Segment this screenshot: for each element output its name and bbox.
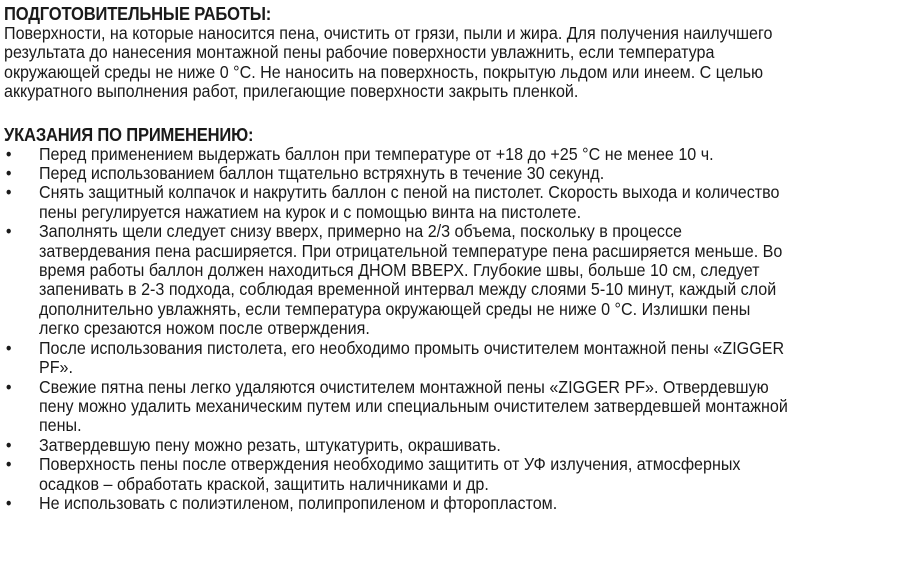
prep-line: результата до нанесения монтажной пены рабочие поверхности увлажнить, если температура bbox=[4, 42, 715, 63]
list-item-line: Затвердевшую пену можно резать, штукатурить, окрашивать. bbox=[38, 434, 501, 455]
list-item-line: Снять защитный колпачок и накрутить баллон с пеной на пистолет. Скорость выхода и количество bbox=[38, 182, 780, 203]
prep-line: аккуратного выполнения работ, прилегающие поверхности закрыть пленкой. bbox=[4, 81, 579, 102]
list-item bbox=[4, 164, 919, 183]
prep-heading: ПОДГОТОВИТЕЛЬНЫЕ РАБОТЫ: bbox=[4, 4, 272, 24]
bullet-icon: • bbox=[5, 376, 12, 397]
list-item bbox=[4, 436, 919, 455]
section-spacer bbox=[4, 102, 919, 125]
list-item bbox=[4, 455, 919, 494]
list-item-line: Поверхность пены после отверждения необходимо защитить от УФ излучения, атмосферных bbox=[38, 454, 741, 475]
usage-section bbox=[4, 125, 919, 514]
document bbox=[4, 4, 919, 513]
list-item-line: затвердевания пена расширяется. При отрицательной температуре пена расширяется меньше. Во bbox=[38, 240, 783, 261]
list-item bbox=[4, 145, 919, 164]
list-item bbox=[4, 339, 919, 378]
prep-paragraph bbox=[4, 24, 919, 102]
list-item bbox=[4, 222, 919, 338]
list-item-line: Свежие пятна пены легко удаляются очистителем монтажной пены «ZIGGER PF». Отвердевшую bbox=[38, 376, 769, 397]
prep-line: окружающей среды не ниже 0 °С. Не наносить на поверхность, покрытую льдом или инеем. С целью bbox=[4, 61, 764, 82]
usage-heading: УКАЗАНИЯ ПО ПРИМЕНЕНИЮ: bbox=[4, 124, 254, 145]
list-item-line: дополнительно увлажнять, если температура окружающей среды не ниже 0 °С. Излишки пены bbox=[38, 298, 751, 319]
list-item-line: Перед использованием баллон тщательно встряхнуть в течение 30 секунд. bbox=[38, 163, 605, 184]
list-item-line: пены. bbox=[38, 415, 82, 436]
list-item bbox=[4, 494, 919, 513]
prep-section bbox=[4, 4, 919, 102]
list-item-line: пены регулируется нажатием на курок и с помощью винта на пистолете. bbox=[38, 201, 582, 222]
list-item-line: Перед применением выдержать баллон при температуре от +18 до +25 °С не менее 10 ч. bbox=[38, 143, 714, 164]
bullet-icon: • bbox=[5, 143, 12, 164]
list-item-line: время работы баллон должен находиться ДНОМ ВВЕРХ. Глубокие швы, больше 10 см, следует bbox=[38, 260, 760, 281]
bullet-icon: • bbox=[5, 434, 12, 455]
list-item-line: легко срезаются ножом после отверждения. bbox=[38, 318, 370, 339]
list-item-line: Не использовать с полиэтиленом, полипропиленом и фторопластом. bbox=[38, 492, 558, 513]
list-item-line: После использования пистолета, его необходимо промыть очистителем монтажной пены «ZIGGER bbox=[38, 337, 785, 358]
bullet-icon: • bbox=[5, 163, 12, 184]
prep-line: Поверхности, на которые наносится пена, очистить от грязи, пыли и жира. Для получения наилучшего bbox=[4, 23, 773, 43]
bullet-icon: • bbox=[5, 337, 12, 358]
bullet-icon: • bbox=[5, 182, 12, 203]
list-item-line: пену можно удалить механическим путем или специальным очистителем затвердевшей монтажной bbox=[38, 395, 788, 416]
bullet-icon: • bbox=[5, 221, 12, 242]
list-item-line: PF». bbox=[38, 357, 73, 378]
usage-list bbox=[4, 145, 919, 514]
bullet-icon: • bbox=[5, 454, 12, 475]
list-item-line: осадков – обработать краской, защитить наличниками и др. bbox=[38, 473, 489, 494]
list-item bbox=[4, 378, 919, 436]
bullet-icon: • bbox=[5, 492, 12, 513]
list-item-line: запенивать в 2-3 подхода, соблюдая временной интервал между слоями 5-10 минут, каждый слой bbox=[38, 279, 777, 300]
list-item bbox=[4, 183, 919, 222]
list-item-line: Заполнять щели следует снизу вверх, примерно на 2/3 объема, поскольку в процессе bbox=[38, 221, 682, 242]
